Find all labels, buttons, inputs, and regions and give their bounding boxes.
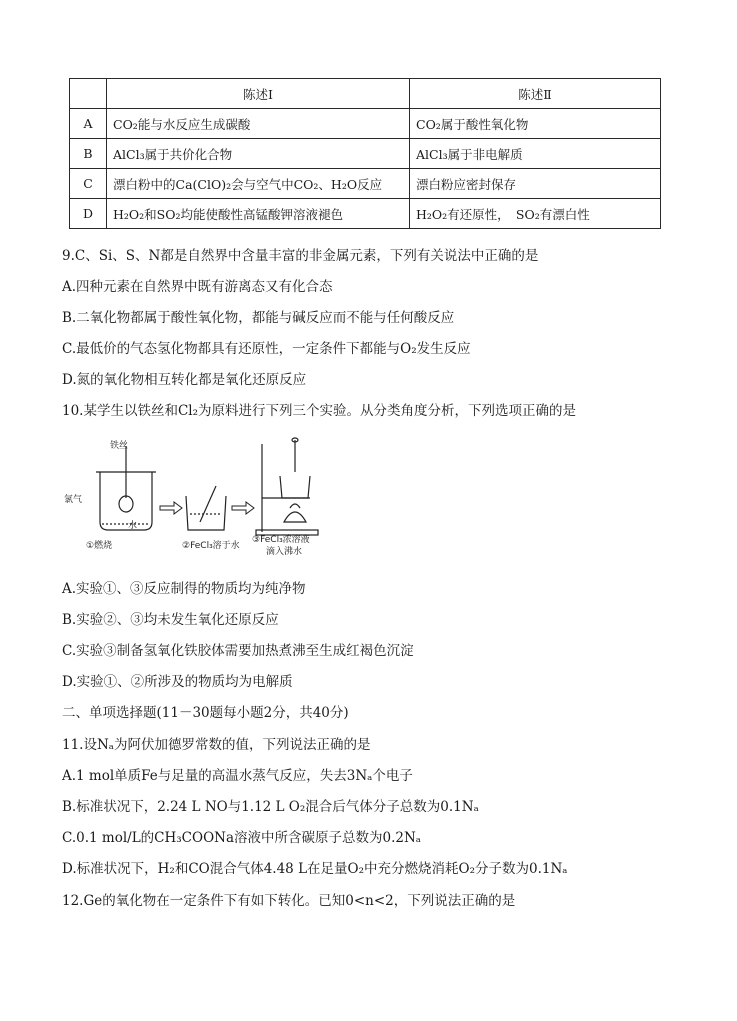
arrow-icon: [232, 502, 254, 514]
label-step3b: 滴入沸水: [266, 547, 303, 556]
q11-option-d: D.标准状况下，H₂和CO混合气体4.48 L在足量O₂中充分燃烧消耗O₂分子数为0.1Nₐ: [62, 861, 568, 877]
row-statement-2: H₂O₂有还原性， SO₂有漂白性: [410, 199, 661, 229]
table-row: [70, 139, 661, 169]
label-step1: ①燃烧: [86, 541, 113, 551]
row-statement-1: 漂白粉中的Ca(ClO)₂会与空气中CO₂、H₂O反应: [107, 169, 410, 199]
experiment-figure: [62, 436, 344, 556]
gas-jar-apparatus: [96, 446, 156, 530]
q11-option-c: C.0.1 mol/L的CH₃COONa溶液中所含碳原子总数为0.2Nₐ: [62, 830, 421, 846]
q10-option-d: D.实验①、②所涉及的物质均为电解质: [62, 674, 293, 690]
q10-option-b: B.实验②、③均未发生氧化还原反应: [62, 612, 279, 628]
row-statement-1: AlCl₃属于共价化合物: [107, 139, 410, 169]
heating-apparatus: [256, 438, 318, 535]
row-label: B: [70, 139, 107, 169]
q9-option-a: A.四种元素在自然界中既有游离态又有化合态: [62, 279, 333, 295]
table-header-statement-1: 陈述Ⅰ: [107, 79, 410, 109]
label-chlorine: 氯气: [64, 495, 83, 505]
q11-stem: 11.设Nₐ为阿伏加德罗常数的值，下列说法正确的是: [62, 737, 371, 753]
arrow-icon: [160, 502, 182, 514]
row-statement-2: CO₂属于酸性氧化物: [410, 109, 661, 139]
table-row: [70, 169, 661, 199]
q11-option-a: A.1 mol单质Fe与足量的高温水蒸气反应，失去3Nₐ个电子: [62, 768, 413, 784]
q11-option-b: B.标准状况下，2.24 L NO与1.12 L O₂混合后气体分子总数为0.1Nₐ: [62, 799, 479, 815]
q9-option-d: D.氮的氧化物相互转化都是氧化还原反应: [62, 372, 307, 388]
q12-stem: 12.Ge的氧化物在一定条件下有如下转化。已知0<n<2，下列说法正确的是: [62, 893, 516, 909]
table-header-row: [70, 79, 661, 109]
q9-option-c: C.最低价的气态氢化物都具有还原性，一定条件下都能与O₂发生反应: [62, 341, 471, 357]
row-label: A: [70, 109, 107, 139]
q9-stem: 9.C、Si、S、N都是自然界中含量丰富的非金属元素，下列有关说法中正确的是: [62, 248, 539, 264]
label-iron-wire: 铁丝: [110, 441, 129, 451]
q10-stem: 10.某学生以铁丝和Cl₂为原料进行下列三个实验。从分类角度分析，下列选项正确的是: [62, 403, 577, 419]
label-water: 水: [128, 521, 138, 531]
row-statement-1: H₂O₂和SO₂均能使酸性高锰酸钾溶液褪色: [107, 199, 410, 229]
row-statement-2: AlCl₃属于非电解质: [410, 139, 661, 169]
section-2-heading: 二、单项选择题(11－30题每小题2分，共40分): [62, 705, 349, 721]
label-step2: ②FeCl₃溶于水: [182, 541, 240, 551]
row-label: D: [70, 199, 107, 229]
q10-option-a: A.实验①、③反应制得的物质均为纯净物: [62, 581, 306, 597]
table-header-statement-2: 陈述Ⅱ: [410, 79, 661, 109]
q9-option-b: B.二氧化物都属于酸性氧化物，都能与碱反应而不能与任何酸反应: [62, 310, 455, 326]
row-statement-2: 漂白粉应密封保存: [410, 169, 661, 199]
table-row: [70, 199, 661, 229]
row-statement-1: CO₂能与水反应生成碳酸: [107, 109, 410, 139]
beaker-apparatus: [186, 486, 226, 530]
statement-table: [69, 78, 661, 229]
q10-option-c: C.实验③制备氢氧化铁胶体需要加热煮沸至生成红褐色沉淀: [62, 643, 414, 659]
table-header-blank: [70, 79, 107, 109]
row-label: C: [70, 169, 107, 199]
label-step3a: ③FeCl₃浓溶液: [252, 535, 310, 545]
table-row: [70, 109, 661, 139]
